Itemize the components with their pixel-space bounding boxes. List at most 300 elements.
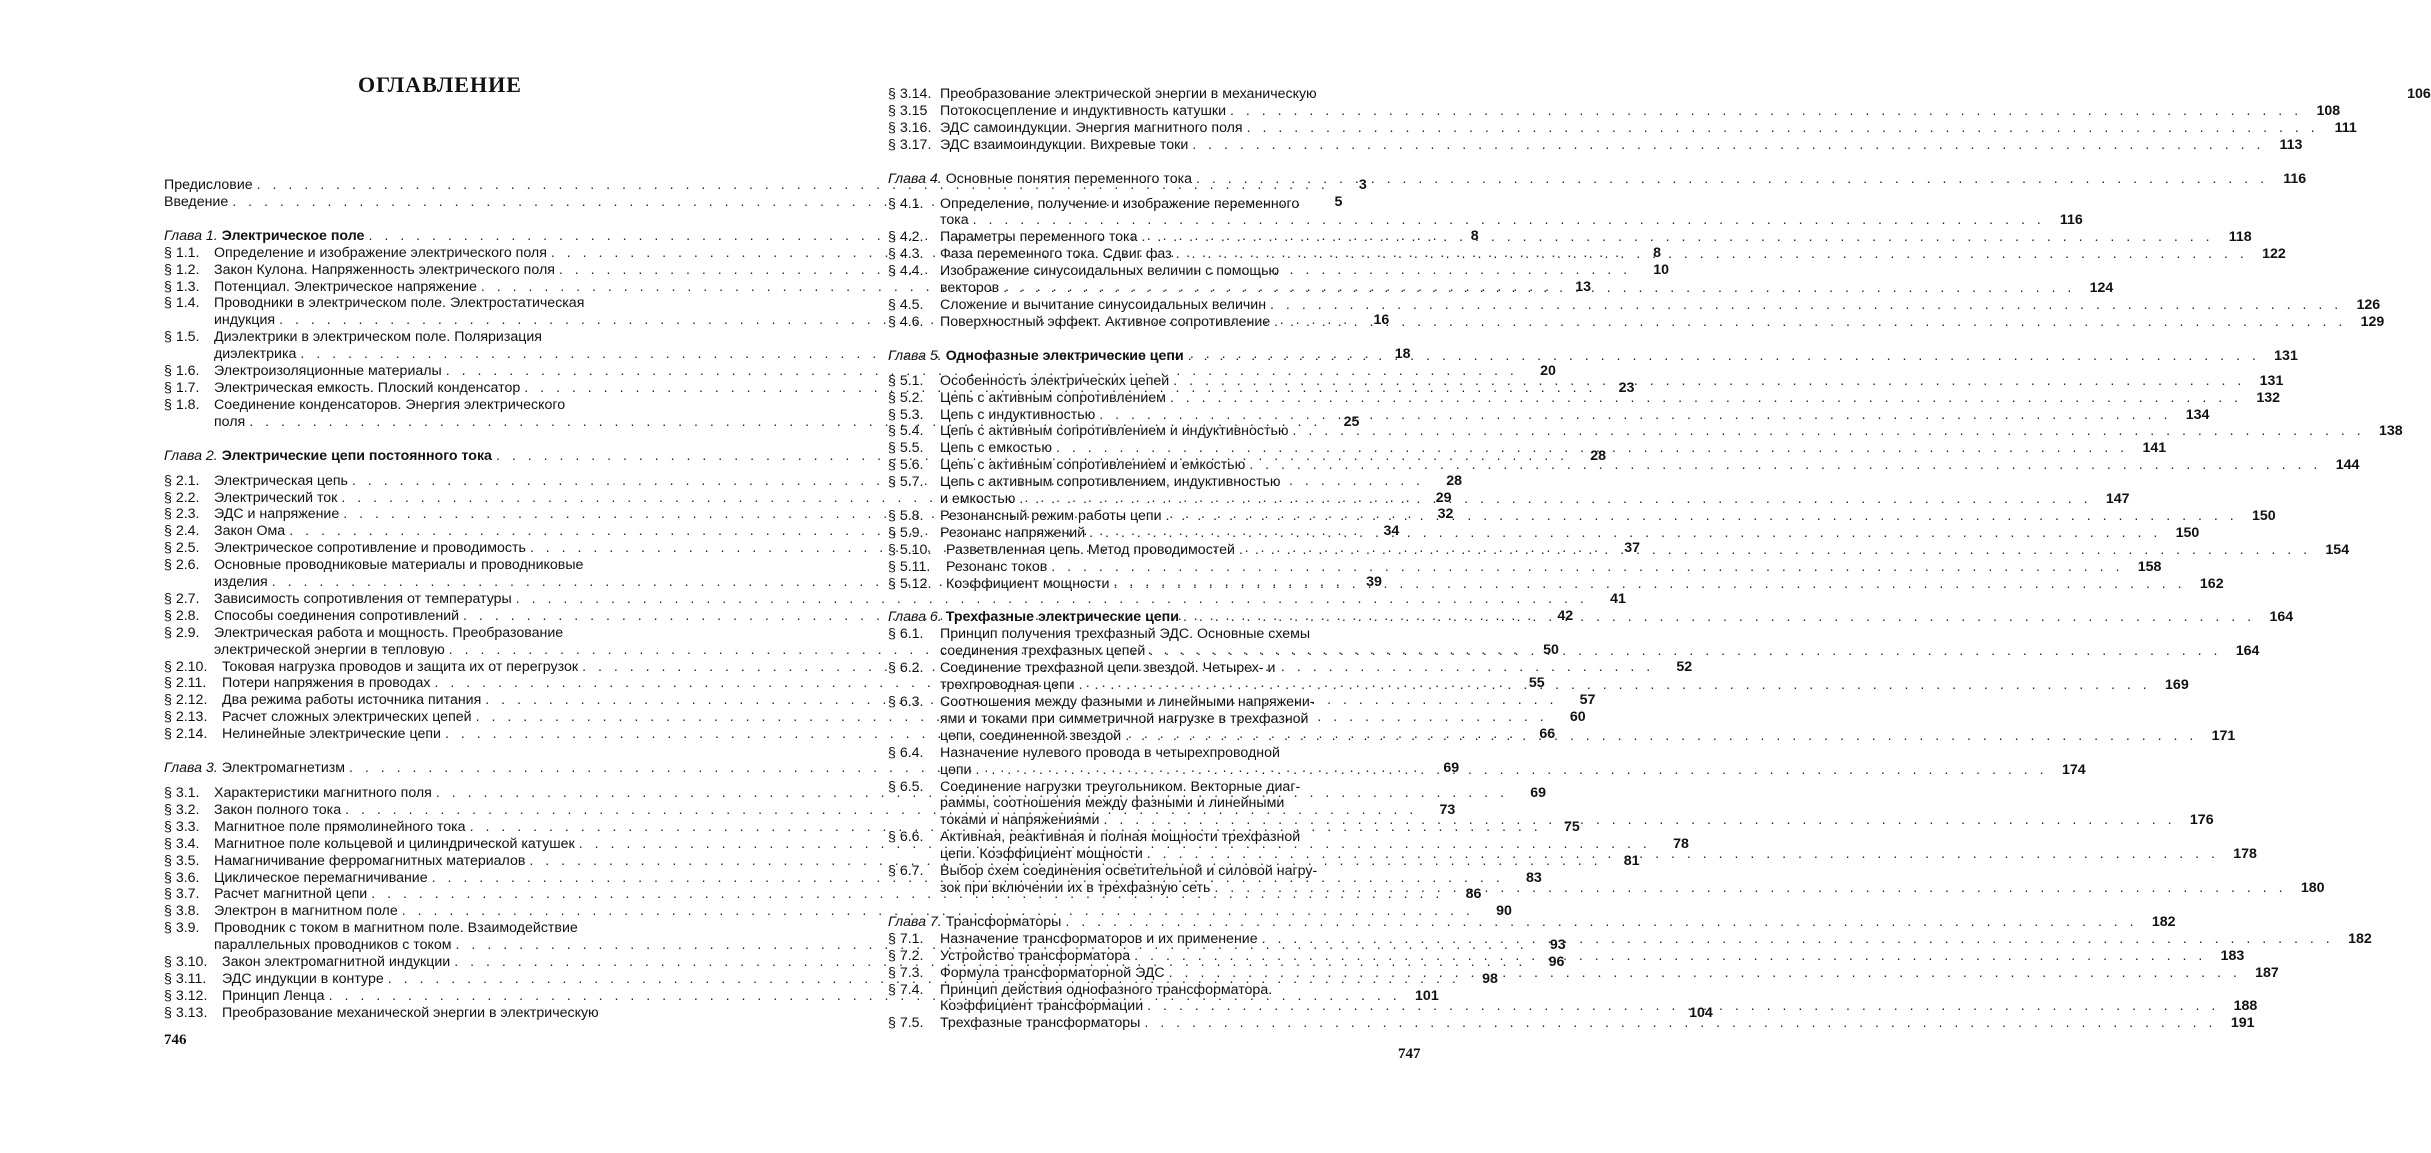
section-number: § 6.1. [888, 626, 924, 643]
dot-leader [1089, 525, 2161, 542]
dot-leader [1176, 246, 2248, 263]
page-ref: 96 [1548, 954, 1565, 971]
entry-title: Основные проводниковые материалы и проводниковые [214, 557, 584, 574]
entry-title: раммы, соотношения между фазными и линейными [940, 795, 1285, 812]
dot-leader [1188, 348, 2260, 365]
entry-title: параллельных проводников с током [214, 937, 452, 954]
dot-leader [1196, 171, 2268, 188]
entry-title: Соединение конденсаторов. Энергия электрического [214, 396, 566, 413]
section-number: § 3.7. [164, 886, 200, 903]
entry-title: зок при включении их в трехфазную сеть [940, 879, 1211, 896]
section-number: § 5.2. [888, 389, 924, 406]
page-ref: 111 [2334, 119, 2357, 136]
toc-gap [888, 154, 1424, 171]
page-ref: 104 [1689, 1004, 1713, 1021]
page-ref: 158 [2137, 558, 2162, 575]
page-ref: 93 [1549, 937, 1566, 954]
section-number: § 6.5. [888, 778, 924, 795]
dot-leader [1183, 609, 2255, 626]
entry-title: Электрический ток [214, 489, 338, 506]
chapter-label: Глава 5. [888, 347, 942, 364]
page-ref: 8 [1470, 227, 1479, 244]
section-number: § 3.14. [888, 86, 932, 102]
page-ref: 8 [1653, 244, 1662, 261]
entry-title: Формула трансформаторной ЭДС [940, 964, 1165, 981]
toc-chapter-entry [888, 913, 2176, 931]
entry-title: токами и напряжениями [940, 812, 1100, 829]
page-ref: 55 [1528, 675, 1545, 692]
entry-title: Соединение нагрузки треугольником. Векторные диаг- [940, 778, 1301, 795]
section-number: § 6.2. [888, 660, 924, 677]
page-ref: 32 [1437, 506, 1454, 523]
toc-entry [888, 246, 2286, 263]
page-ref: 132 [2256, 389, 2281, 406]
section-number: § 3.6. [164, 869, 200, 886]
entry-title: Введение [164, 193, 229, 210]
entry-title: Закон полного тока [214, 801, 342, 818]
entry-title: Закон электромагнитной индукции [222, 954, 451, 971]
entry-title: Токовая нагрузка проводов и защита их от перегрузок [222, 658, 579, 675]
toc-gap [164, 211, 700, 228]
page-ref: 3 [1358, 177, 1367, 193]
dot-leader [1103, 812, 2175, 829]
section-number: § 1.3. [164, 278, 200, 295]
dot-leader [1003, 280, 2075, 297]
page-ref: 182 [2348, 930, 2372, 947]
entry-title: ЭДС взаимоиндукции. Вихревые токи [940, 136, 1189, 153]
entry-title: Фаза переменного тока. Сдвиг фаз [940, 246, 1172, 263]
chapter-label: Глава 1. [164, 227, 218, 244]
entry-title: цепи, соединенной звездой [940, 727, 1122, 744]
section-number: § 6.3. [888, 694, 924, 710]
section-number: § 2.12. [164, 692, 208, 709]
page-ref: 187 [2255, 964, 2279, 981]
chapter-heading [164, 228, 364, 245]
entry-title: Электрическая емкость. Плоский конденсатор [214, 379, 521, 396]
entry-title: Цепь с активным сопротивлением и индуктивностью [940, 423, 1289, 440]
section-number: § 5.12. [888, 575, 932, 592]
page-ref: 162 [2199, 575, 2224, 592]
section-number: § 4.3. [888, 246, 924, 263]
page-ref: 171 [2211, 727, 2236, 744]
section-number: § 5.4. [888, 423, 924, 440]
toc-entry [888, 313, 2385, 331]
page-ref: 42 [1557, 607, 1574, 624]
entry-title: ями и токами при симметричной нагрузке в трехфазной [940, 710, 1309, 727]
entry-title: Электрическая работа и мощность. Преобразование [214, 624, 564, 641]
section-number: § 1.5. [164, 329, 200, 346]
toc-title: ОГЛАВЛЕНИЕ [358, 72, 522, 97]
dot-leader [1270, 297, 2342, 314]
section-number: § 2.13. [164, 709, 208, 726]
toc-entry [164, 590, 1626, 608]
page-ref: 131 [2259, 372, 2284, 389]
toc-entry [888, 389, 2281, 407]
dot-leader [1239, 542, 2311, 559]
page-ref: 39 [1366, 574, 1382, 591]
section-number: § 4.4. [888, 263, 924, 280]
section-number: § 2.8. [164, 607, 200, 624]
chapter-heading [888, 914, 1061, 931]
page-ref: 73 [1439, 801, 1456, 818]
page-ref: 164 [2235, 643, 2260, 660]
section-number: § 6.6. [888, 829, 924, 846]
section-number: § 3.12. [164, 987, 208, 1004]
page-ref: 50 [1543, 641, 1559, 658]
page-ref: 150 [2175, 524, 2200, 541]
page-ref: 28 [1590, 447, 1607, 464]
section-number: § 5.9. [888, 524, 924, 541]
chapter-title: Основные понятия переменного тока [945, 170, 1192, 187]
section-number: § 3.17. [888, 136, 932, 153]
chapter-label: Глава 3. [164, 760, 218, 777]
page-ref: 20 [1540, 363, 1556, 380]
section-number: § 4.6. [888, 313, 924, 330]
entry-title: изделия [214, 574, 268, 591]
entry-title: Устройство трансформатора [940, 947, 1131, 964]
section-number: § 3.5. [164, 852, 200, 869]
page-ref: 134 [2185, 406, 2210, 423]
entry-title: Активная, реактивная и полная мощности трехфазной [940, 829, 1301, 846]
entry-title: ЭДС и напряжение [214, 506, 340, 523]
toc-entry [888, 406, 2210, 424]
page-ref: 124 [2089, 280, 2114, 297]
section-number: § 1.1. [164, 244, 200, 261]
page-ref: 138 [2378, 423, 2403, 440]
toc-entry [888, 1015, 2255, 1032]
chapter-heading [888, 171, 1192, 188]
chapter-heading [888, 348, 1184, 365]
entry-title: Выбор схем соединения осветительной и силовой нагру- [940, 863, 1318, 880]
toc-chapter-entry [888, 170, 2307, 188]
entry-title: Расчет сложных электрических цепей [222, 709, 472, 726]
entry-title: Изображение синусоидальных величин с помощью [940, 263, 1280, 280]
entry-title: Параметры переменного тока [940, 229, 1138, 246]
entry-title: Коэффициент мощности [946, 575, 1110, 592]
entry-title: Потери напряжения в проводах [222, 675, 431, 692]
section-number: § 2.11. [164, 675, 207, 692]
dot-leader [1262, 931, 2334, 948]
dot-leader [1149, 643, 2221, 660]
page-ref: 180 [2300, 879, 2325, 896]
page-ref: 101 [1415, 987, 1439, 1004]
toc-entry [888, 524, 2200, 542]
entry-title: Потенциал. Электрическое напряжение [214, 278, 477, 295]
entry-title: Назначение нулевого провода в четырехпроводной [940, 744, 1280, 761]
entry-title: цепи. Коэффициент мощности [940, 846, 1143, 863]
section-number: § 2.14. [164, 726, 208, 743]
section-number: § 2.3. [164, 506, 200, 523]
entry-title: Электрическая цепь [214, 472, 348, 489]
chapter-title: Электрическое поле [221, 227, 365, 244]
page-ref: 144 [2335, 457, 2360, 474]
section-number: § 5.3. [888, 406, 924, 423]
dot-leader [1169, 965, 2241, 982]
dot-leader [1293, 423, 2365, 440]
page-ref: 118 [2228, 229, 2252, 246]
section-number: § 3.8. [164, 903, 200, 920]
page-ref: 164 [2269, 609, 2294, 626]
entry-title: Цепь с емкостью [940, 440, 1052, 457]
entry-title: цепи [940, 761, 972, 778]
dot-leader [973, 212, 2045, 229]
section-number: § 1.6. [164, 363, 200, 380]
entry-title: Соотношения между фазными и линейными напряжени- [940, 694, 1315, 710]
page-ref: 29 [1435, 489, 1452, 506]
page-ref: 108 [2316, 102, 2341, 119]
section-number: § 3.16. [888, 119, 932, 136]
section-number: § 3.3. [164, 818, 200, 835]
page-ref: 182 [2151, 913, 2176, 930]
entry-title: трехпроводная цепи [940, 677, 1075, 694]
entry-title: Особенность электрических цепей [940, 372, 1170, 389]
chapter-label: Глава 2. [164, 447, 218, 464]
entry-title: Преобразование электрической энергии в механическую [940, 86, 1317, 102]
page-ref: 178 [2233, 846, 2257, 863]
toc-entry [888, 575, 2224, 593]
toc-entry [888, 423, 2403, 440]
section-number: § 6.4. [888, 744, 924, 761]
entry-title: Цепь с активным сопротивлением, индуктивностью [940, 474, 1281, 491]
page-ref: 81 [1623, 852, 1640, 869]
toc-chapter-entry [888, 347, 2298, 365]
dot-leader [1247, 120, 2319, 137]
page-ref: 113 [2279, 136, 2303, 153]
dot-leader [1051, 559, 2123, 576]
chapter-title: Электрические цепи постоянного тока [221, 447, 492, 464]
page-ref: 75 [1563, 818, 1580, 835]
section-number: § 3.11. [164, 970, 207, 987]
page-ref: 90 [1496, 903, 1512, 920]
page-ref: 131 [2274, 347, 2298, 364]
page-ref: 86 [1465, 886, 1482, 903]
entry-title: Преобразование механической энергии в электрическую [222, 1004, 599, 1021]
entry-title: Соединение трехфазной цепи звездой. Четырех- и [940, 660, 1276, 677]
section-number: § 2.5. [164, 540, 200, 557]
section-number: § 5.11. [888, 558, 931, 575]
page-ref: 83 [1525, 869, 1542, 886]
entry-title: Резонанс напряжений [940, 524, 1086, 541]
chapter-title: Трехфазные электрические цепи [945, 609, 1179, 626]
entry-title: соединения трехфазных цепей [940, 643, 1146, 660]
toc-entry [888, 119, 2357, 137]
entry-title: Разветвленная цепь. Метод проводимостей [946, 541, 1235, 558]
page-ref: 37 [1624, 540, 1640, 557]
section-number: § 3.13. [164, 1004, 208, 1021]
section-number: § 2.6. [164, 557, 200, 574]
entry-title: Намагничивание ферромагнитных материалов [214, 852, 526, 869]
page-ref: 69 [1443, 760, 1460, 777]
entry-title: Способы соединения сопротивлений [214, 607, 460, 624]
entry-title: Магнитное поле кольцевой и цилиндрической катушек [214, 835, 575, 852]
entry-title: Магнитное поле прямолинейного тока [214, 818, 466, 835]
page-ref: 188 [2233, 998, 2258, 1015]
page-ref: 69 [1530, 785, 1546, 801]
page-ref: 41 [1610, 590, 1626, 607]
dot-leader [1214, 880, 2286, 897]
section-number: § 2.2. [164, 489, 200, 506]
page-ref: 23 [1618, 379, 1635, 396]
entry-title: Резонансный режим работы цепи [940, 507, 1162, 524]
page-ref: 126 [2356, 296, 2381, 313]
entry-title: Трехфазные трансформаторы [940, 1015, 1141, 1032]
section-number: § 3.2. [164, 801, 200, 818]
chapter-title: Электромагнетизм [221, 760, 345, 777]
toc-gap [164, 465, 700, 473]
section-number: § 1.4. [164, 295, 200, 312]
entry-title: Электрическое сопротивление и проводимость [214, 540, 526, 557]
toc-entry [888, 136, 2303, 154]
section-number: § 1.7. [164, 379, 200, 396]
entry-title: Электроизоляционные материалы [214, 363, 442, 380]
toc-entry [888, 229, 2252, 246]
dot-leader [1141, 229, 2213, 246]
page-ref: 78 [1673, 835, 1689, 852]
toc-entry [888, 193, 2083, 230]
entry-title: Закон Кулона. Напряженность электрического поля [214, 261, 555, 278]
section-number: § 2.4. [164, 523, 200, 540]
dot-leader [1249, 457, 2321, 474]
entry-title: Сложение и вычитание синусоидальных величин [940, 296, 1267, 313]
entry-title: Коэффициент трансформации [940, 998, 1144, 1015]
page-ref: 141 [2142, 440, 2167, 457]
entry-title: Зависимость сопротивления от температуры [214, 590, 512, 607]
dot-leader [1147, 998, 2219, 1015]
dot-leader [975, 762, 2047, 779]
dot-leader [1144, 1015, 2216, 1032]
section-number: § 5.8. [888, 507, 924, 524]
chapter-heading [888, 609, 1179, 626]
entry-title: ЭДС самоиндукции. Энергия магнитного поля [940, 119, 1243, 136]
toc-gap [888, 331, 1424, 348]
chapter-heading [164, 760, 345, 777]
section-number: § 3.9. [164, 920, 200, 937]
section-number: § 2.10. [164, 658, 208, 675]
section-number: § 4.2. [888, 229, 924, 246]
toc-entry [164, 363, 1556, 380]
dot-leader [1065, 914, 2137, 931]
page-ref: 150 [2252, 507, 2276, 524]
page-ref: 10 [1653, 261, 1670, 278]
section-number: § 6.7. [888, 863, 924, 880]
toc-entry [888, 558, 2162, 576]
entry-title: Расчет магнитной цепи [214, 886, 368, 903]
page-ref: 98 [1482, 970, 1498, 987]
section-number: § 2.7. [164, 590, 200, 607]
entry-title: Резонанс токов [946, 558, 1048, 575]
dot-leader [1079, 677, 2151, 694]
entry-title: векторов [940, 280, 1000, 297]
entry-title: Электрон в магнитном поле [214, 903, 398, 920]
section-number: § 2.1. [164, 472, 200, 489]
entry-title: Назначение трансформаторов и их применение [940, 930, 1258, 947]
entry-title: диэлектрика [214, 346, 297, 363]
entry-title: индукция [214, 312, 276, 329]
section-number: § 5.6. [888, 457, 924, 474]
entry-title: Закон Ома [214, 523, 286, 540]
page-ref: 174 [2061, 761, 2086, 778]
section-number: § 7.1. [888, 930, 924, 947]
dot-leader [1113, 576, 2185, 593]
entry-title: Цепь с индуктивностью [940, 406, 1096, 423]
page-ref: 147 [2105, 491, 2130, 508]
section-number: § 4.5. [888, 296, 924, 313]
entry-title: Цепь с активным сопротивлением и емкостью [940, 457, 1246, 474]
page-ref: 34 [1383, 523, 1400, 540]
entry-title: Цепь с активным сопротивлением [940, 389, 1166, 406]
page-number-right: 747 [1398, 1046, 1421, 1062]
section-number: § 5.10. [888, 541, 932, 558]
page-ref: 13 [1575, 278, 1591, 295]
toc-gap [164, 777, 700, 785]
section-number: § 1.8. [164, 396, 200, 413]
toc-entry [888, 457, 2360, 474]
section-number: § 5.5. [888, 440, 924, 457]
section-number: § 2.9. [164, 624, 200, 641]
page-number-left: 746 [164, 1032, 187, 1048]
toc-entry [888, 296, 2381, 314]
entry-title: Диэлектрики в электрическом поле. Поляризация [214, 329, 542, 346]
page-ref: 28 [1446, 472, 1463, 489]
dot-leader [1099, 407, 2171, 424]
toc-gap [164, 431, 700, 448]
dot-leader [1170, 390, 2242, 407]
entry-title: Принцип получения трехфазный ЭДС. Основные схемы [940, 626, 1311, 643]
toc-gap [888, 365, 1424, 373]
chapter-label: Глава 6. [888, 609, 942, 626]
page-ref: 52 [1676, 658, 1693, 675]
chapter-label: Глава 4. [888, 170, 942, 187]
entry-title: и емкостью [940, 491, 1016, 508]
section-number: § 5.7. [888, 474, 924, 491]
dot-leader [1192, 137, 2264, 154]
toc-gap [888, 897, 1424, 914]
section-number: § 3.4. [164, 835, 200, 852]
page-ref: 60 [1569, 709, 1586, 726]
section-number: § 7.4. [888, 981, 924, 998]
entry-title: Два режима работы источника питания [222, 692, 482, 709]
entry-title: Проводники в электрическом поле. Электростатическая [214, 295, 585, 312]
page-ref: 116 [2283, 170, 2307, 187]
chapter-label: Глава 7. [888, 913, 942, 930]
entry-title: поля [214, 413, 246, 430]
toc-entry [888, 102, 2341, 120]
entry-title: Характеристики магнитного поля [214, 785, 432, 801]
dot-leader [1056, 440, 2128, 457]
entry-title: Принцип Ленца [222, 987, 325, 1004]
dot-leader [1173, 373, 2245, 390]
entry-title: ЭДС индукции в контуре [222, 970, 384, 987]
chapter-title: Однофазные электрические цепи [945, 347, 1184, 364]
entry-title: Принцип действия однофазного трансформатора. [940, 981, 1273, 998]
page-ref: 169 [2165, 677, 2189, 694]
entry-title: Поверхностный эффект. Активное сопротивление [940, 313, 1271, 330]
page-ref: 25 [1343, 413, 1360, 430]
section-number: § 7.3. [888, 964, 924, 981]
dot-leader [1166, 508, 2238, 525]
entry-title: Циклическое перемагничивание [214, 869, 428, 886]
entry-title: Нелинейные электрические цепи [222, 726, 441, 743]
page-ref: 18 [1394, 346, 1411, 363]
page-ref: 191 [2230, 1015, 2255, 1032]
dot-leader [1125, 728, 2197, 745]
toc-gap [888, 592, 1424, 609]
entry-title: тока [940, 212, 969, 229]
entry-title: Проводник с током в магнитном поле. Взаимодействие [214, 920, 578, 937]
page-ref: 57 [1579, 692, 1596, 709]
section-number: § 3.15 [888, 102, 928, 119]
section-number: § 1.2. [164, 261, 200, 278]
